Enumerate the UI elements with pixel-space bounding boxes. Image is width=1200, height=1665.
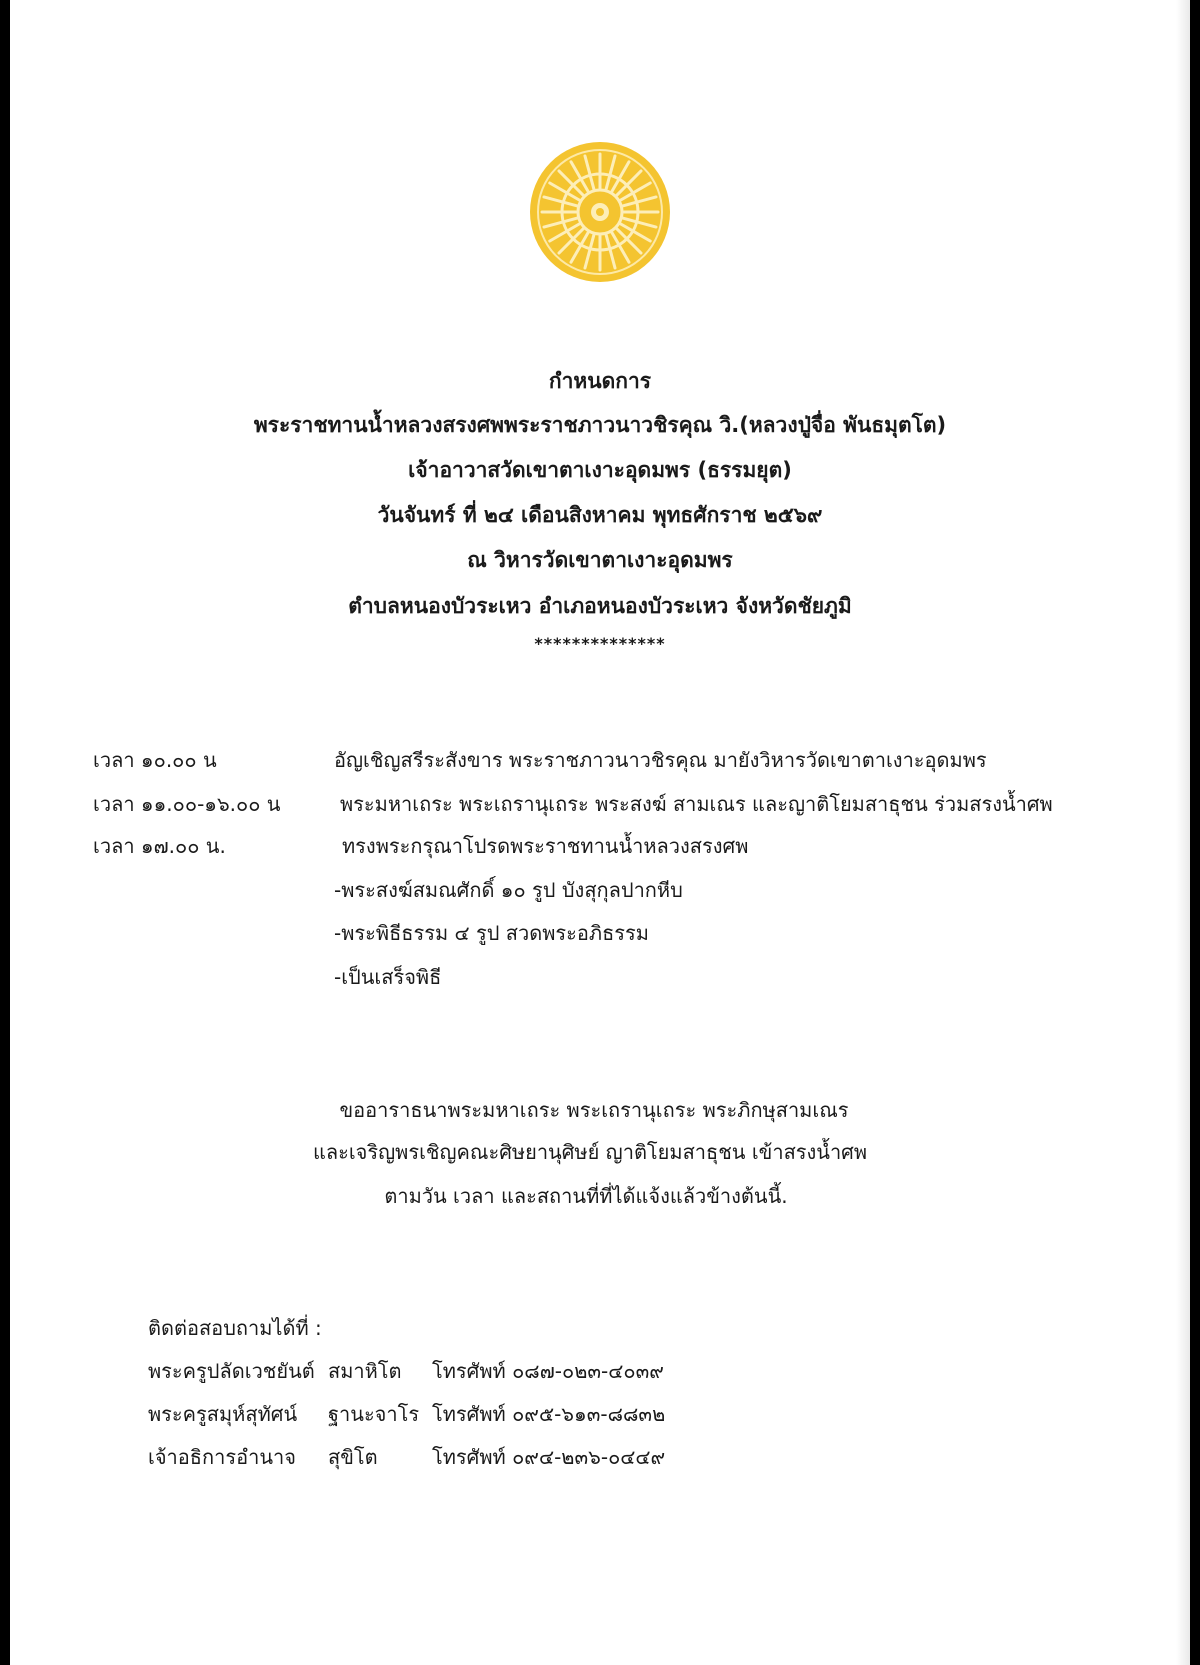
contact-surname: สุขิโต: [328, 1445, 378, 1469]
schedule-sub-item: -พระพิธีธรรม ๔ รูป สวดพระอภิธรรม: [334, 921, 649, 945]
venue-address: ตำบลหนองบัวระเหว อำเภอหนองบัวระเหว จังหวัดชัยภูมิ: [348, 594, 852, 618]
contact-name: พระครูสมุห์สุทัศน์: [148, 1402, 298, 1426]
schedule-sub-item: -เป็นเสร็จพิธี: [334, 965, 442, 989]
contact-surname: สมาหิโต: [328, 1359, 402, 1383]
header-separator: **************: [534, 634, 666, 653]
schedule-sub-item: -พระสงฆ์สมณศักดิ์ ๑๐ รูป บังสุกุลปากหีบ: [334, 878, 683, 902]
schedule-event: อัญเชิญสรีระสังขาร พระราชภาวนาวชิรคุณ มายังวิหารวัดเขาตาเงาะอุดมพร: [334, 748, 987, 772]
document-page: [10, 0, 1190, 1665]
invitation-line: ตามวัน เวลา และสถานที่ที่ได้แจ้งแล้วข้างต้นนี้.: [384, 1184, 788, 1208]
abbot-title: เจ้าอาวาสวัดเขาตาเงาะอุดมพร (ธรรมยุต): [408, 458, 792, 482]
schedule-time: เวลา ๑๑.๐๐-๑๖.๐๐ น: [93, 792, 281, 816]
contact-name: เจ้าอธิการอำนาจ: [148, 1445, 296, 1469]
invitation-line: และเจริญพรเชิญคณะศิษยานุศิษย์ ญาติโยมสาธุชน เข้าสรงน้ำศพ: [312, 1140, 868, 1164]
schedule-row: [10, 831, 1190, 861]
contact-phone: โทรศัพท์ ๐๙๕-๖๑๓-๘๘๓๒: [432, 1402, 666, 1426]
schedule-row: [10, 745, 1190, 775]
contact-surname: ฐานะจาโร: [328, 1402, 420, 1426]
contact-name: พระครูปลัดเวชยันต์: [148, 1359, 315, 1383]
ceremony-venue: ณ วิหารวัดเขาตาเงาะอุดมพร: [467, 548, 733, 572]
schedule-time: เวลา ๑๐.๐๐ น: [93, 748, 217, 772]
schedule-event: ทรงพระกรุณาโปรดพระราชทานน้ำหลวงสรงศพ: [342, 834, 749, 858]
document-title: กำหนดการ: [548, 369, 652, 393]
contact-phone: โทรศัพท์ ๐๘๗-๐๒๓-๔๐๓๙: [432, 1359, 664, 1383]
ceremony-date: วันจันทร์ ที่ ๒๔ เดือนสิงหาคม พุทธศักราช ๒๕๖๙: [377, 503, 823, 527]
ceremony-title: พระราชทานน้ำหลวงสรงศพพระราชภาวนาวชิรคุณ วิ.(หลวงปู่จื่อ พันธมุตโต): [253, 413, 947, 437]
dharma-wheel-icon: [529, 141, 671, 283]
contact-heading: ติดต่อสอบถามได้ที่ :: [148, 1316, 322, 1340]
invitation-line: ขออาราธนาพระมหาเถระ พระเถรานุเถระ พระภิกษุสามเณร: [339, 1098, 849, 1122]
contact-phone: โทรศัพท์ ๐๙๔-๒๓๖-๐๔๔๙: [432, 1445, 666, 1469]
schedule-row: [10, 789, 1190, 819]
schedule-event: พระมหาเถระ พระเถรานุเถระ พระสงฆ์ สามเณร และญาติโยมสาธุชน ร่วมสรงน้ำศพ: [340, 792, 1053, 816]
schedule-time: เวลา ๑๗.๐๐ น.: [93, 834, 226, 858]
